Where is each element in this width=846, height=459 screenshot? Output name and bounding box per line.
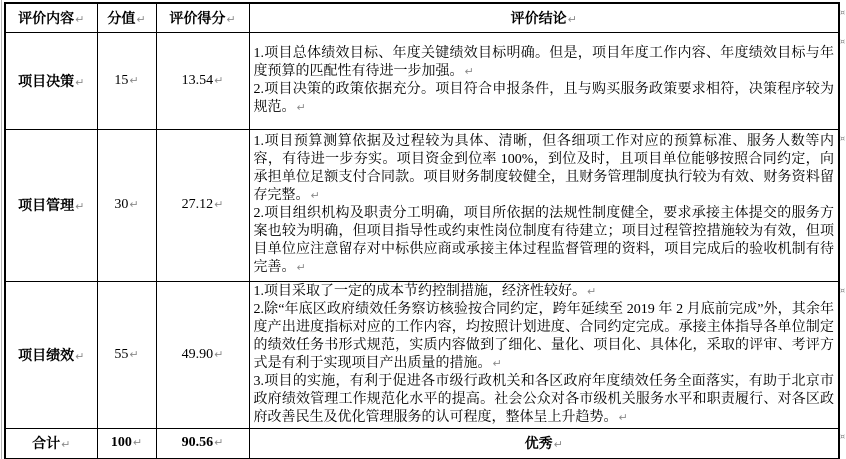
total-result-value: 90.56 xyxy=(181,435,214,451)
paragraph-mark-icon: ↵ xyxy=(75,200,85,213)
conclusion-text: 2.项目组织机构及职责分工明确，项目所依据的法规性制度健全，要求承接主体提交的服务方案也较为明确，但项目指导性或约束性岗位制度有待建立；项目过程管控措施较为有效，但项目单位应注意留存对中标供应商或承接主体过程监督管理的资料，项目完成后的验收机制有待完善。 xyxy=(253,206,834,275)
paragraph-mark-icon: ↵ xyxy=(492,356,502,370)
paragraph-mark-icon: ↵ xyxy=(296,261,306,274)
row-end-mark-icon: ¤ xyxy=(840,8,846,17)
paragraph-mark-icon: ↵ xyxy=(587,284,597,298)
table-header-row xyxy=(5,3,839,32)
page-boundary-line xyxy=(1,0,2,459)
header-label: 评价结论 xyxy=(510,11,567,27)
header-eval-content xyxy=(5,3,97,32)
paragraph-mark-icon: ↵ xyxy=(75,12,85,26)
row-label-cell xyxy=(5,129,97,281)
table-row-project-decision xyxy=(5,32,839,129)
header-score-value xyxy=(97,3,156,32)
conclusion-paragraph xyxy=(254,205,835,277)
paragraph-mark-icon: ↵ xyxy=(553,438,563,452)
conclusion-paragraph xyxy=(254,45,835,81)
paragraph-mark-icon: ↵ xyxy=(75,75,85,89)
row-label-cell xyxy=(5,32,97,129)
conclusion-text: 2.除“年底区政府绩效任务察访核验按合同约定，跨年延续至 2019 年 2 月底前完成”外，其余年度产出进度指标对应的工作内容，均按照计划进度、合同约定完成。承接主体指导各单位制定的绩效任务书形式规范，实质内容做到了细化、量化、项目化、具体化，采取的评审、考评方式是有利于实现项目产出质量的措施。 xyxy=(253,301,834,371)
paragraph-mark-icon: ↵ xyxy=(567,12,577,26)
table-row-total xyxy=(5,428,839,459)
row-label: 项目管理 xyxy=(18,199,75,214)
total-conclusion-value: 优秀 xyxy=(524,437,553,453)
conclusion-paragraph xyxy=(254,301,835,373)
paragraph-mark-icon: ↵ xyxy=(129,198,139,211)
conclusion-text: 2.项目决策的政策依据充分。项目符合申报条件，且与购买服务政策要求相符，决策程序较为规范。 xyxy=(253,81,834,115)
score-cell xyxy=(97,32,156,129)
paragraph-mark-icon: ↵ xyxy=(296,100,306,114)
evaluation-table xyxy=(4,2,840,459)
table-row-project-management xyxy=(5,129,839,281)
total-label-cell xyxy=(5,428,97,459)
score-value: 30 xyxy=(114,197,129,212)
result-cell xyxy=(156,129,249,281)
conclusion-cell xyxy=(249,129,839,281)
paragraph-mark-icon: ↵ xyxy=(129,347,139,361)
score-cell xyxy=(97,281,156,428)
conclusion-text: 1.项目总体绩效目标、年度关键绩效目标明确。但是，项目年度工作内容、年度绩效目标与年度预算的匹配性有待进一步加强。 xyxy=(253,45,834,79)
paragraph-mark-icon: ↵ xyxy=(226,12,236,26)
header-label: 评价内容 xyxy=(18,11,75,27)
row-end-mark-icon: ¤ xyxy=(840,432,846,441)
total-result-cell xyxy=(156,428,249,459)
conclusion-text: 1.项目采取了一定的成本节约控制措施，经济性较好。 xyxy=(253,283,586,299)
score-cell xyxy=(97,129,156,281)
paragraph-mark-icon: ↵ xyxy=(129,73,139,87)
table-row-project-performance xyxy=(5,281,839,428)
conclusion-cell xyxy=(249,281,839,428)
conclusion-text: 1.项目预算测算依据及过程较为具体、清晰，但各细项工作对应的预算标准、服务人数等内容，有待进一步夯实。项目资金到位率 100%，到位及时，且项目单位能够按照合同约定，向承担单位足额支付合同款。项目财务制度较健全，且财务管理制度执行较为有效、财务资料留存完整。 xyxy=(253,134,834,203)
header-eval-score xyxy=(156,3,249,32)
total-score-cell xyxy=(97,428,156,459)
paragraph-mark-icon: ↵ xyxy=(75,349,85,363)
paragraph-mark-icon: ↵ xyxy=(132,436,143,450)
conclusion-paragraph xyxy=(254,133,835,205)
score-value: 15 xyxy=(114,72,129,88)
result-value: 13.54 xyxy=(181,72,214,88)
paragraph-mark-icon: ↵ xyxy=(464,64,474,78)
paragraph-mark-icon: ↵ xyxy=(214,347,224,361)
result-value: 27.12 xyxy=(181,197,214,212)
result-cell xyxy=(156,281,249,428)
conclusion-cell xyxy=(249,32,839,129)
row-end-mark-icon: ¤ xyxy=(840,134,846,143)
row-label: 项目绩效 xyxy=(18,348,75,364)
row-label-cell xyxy=(5,281,97,428)
conclusion-paragraph xyxy=(254,283,835,301)
paragraph-mark-icon: ↵ xyxy=(214,198,224,211)
result-value: 49.90 xyxy=(181,346,214,362)
header-label: 分值 xyxy=(107,11,136,27)
score-value: 55 xyxy=(114,346,129,362)
paragraph-mark-icon: ↵ xyxy=(214,436,224,450)
row-end-mark-icon: ¤ xyxy=(840,286,846,295)
paragraph-mark-icon: ↵ xyxy=(61,438,71,452)
header-eval-conclusion xyxy=(249,3,839,32)
paragraph-mark-icon: ↵ xyxy=(136,12,146,26)
row-end-mark-icon: ¤ xyxy=(840,37,846,46)
total-label: 合计 xyxy=(32,437,61,453)
total-score-value: 100 xyxy=(110,435,132,451)
row-label: 项目决策 xyxy=(18,74,75,90)
header-label: 评价得分 xyxy=(169,11,226,27)
conclusion-text: 3.项目的实施，有利于促进各市级行政机关和各区政府年度绩效任务全面落实，有助于北京市政府绩效管理工作规范化水平的提高。社会公众对各市级机关服务水平和职责履行、对各区政府改善民生及优化管理服务的认可程度，整体呈上升趋势。 xyxy=(253,373,834,425)
conclusion-paragraph xyxy=(254,373,835,427)
result-cell xyxy=(156,32,249,129)
paragraph-mark-icon: ↵ xyxy=(214,73,224,87)
conclusion-paragraph xyxy=(254,81,835,117)
paragraph-mark-icon: ↵ xyxy=(310,189,320,202)
total-conclusion-cell xyxy=(249,428,839,459)
paragraph-mark-icon: ↵ xyxy=(618,410,628,424)
